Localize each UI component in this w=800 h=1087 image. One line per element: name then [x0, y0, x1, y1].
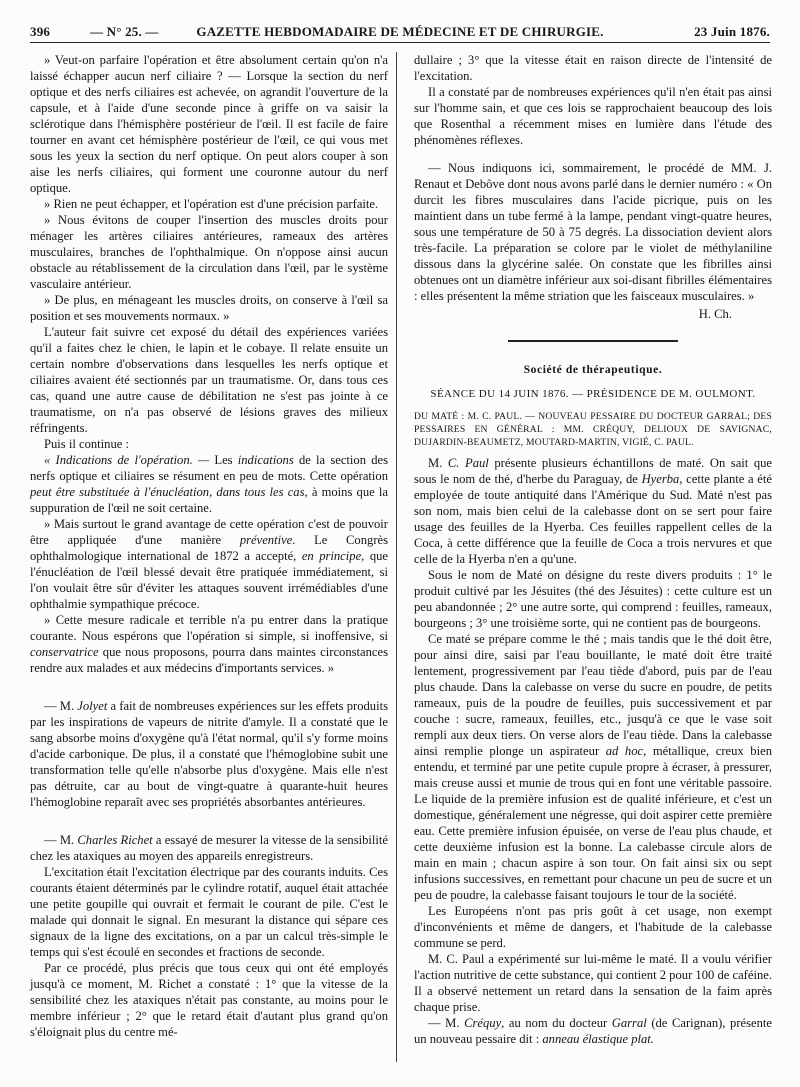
author-signature: H. Ch.: [698, 307, 732, 321]
text: à moins que la suppuration de l'œil ne soit certaine.: [30, 485, 389, 515]
italic-text: peut être substituée à l'énucléation, dans tous les cas,: [30, 485, 308, 499]
text: , métallique, creux bien entendu, et terminé par une petite cupule propre à écraser, à pressurer, mais creuse aussi et munie de trous qui en font une véritable passoire. Le liquide de la première infusion est de qualité inférieure, et c'est un domestique, généralement une négresse, qui doit aspirer cette première eau. Cette première infusion épuisée, on verse de l'eau plus chaude, et cette deuxième infusion est la bonne. La calebasse circule alors de main en main ; chacun aspire à son tour. On fait ainsi six ou sept infusions successives, en remettant pour chacune un peu de sucre et un peu de poudre, la calebasse faisant toujours le tour de la société.: [414, 744, 772, 902]
paragraph: Par ce procédé, plus précis que tous ceux qui ont été employés jusqu'à ce moment, M. Richet a constaté : 1° que la vitesse de la sensibilité chez les ataxiques n'était pas constante, au moins pour le membre inférieur ; 2° que le retard était d'autant plus grand qu'on s'éloignait plus du centre mé-: [30, 961, 388, 1039]
italic-text: en principe: [301, 549, 362, 563]
section-title: Société de thérapeutique.: [523, 364, 663, 376]
page-number: 396: [30, 24, 51, 39]
issue-date: 23 Juin 1876.: [694, 24, 770, 39]
text: , que l'énucléation de l'œil blessé devait être pratiquée immédiatement, si l'on voulait être sûr d'éviter les attaques souvent irrémédiables d'une ophthalmie sympathique précoce.: [30, 549, 388, 611]
text: , cette plante a été employée de toute antiquité dans l'Amérique du Sud. Maté n'est pas son nom, mais bien celui de la calebasse dont on se sert pour faire usage des feuilles de la Hyerba. Ces feuilles rappellent celles de la Coca, à cette différence que la feuille de Coca a trois nervures et que celle de la Hyerba n'en a qu'une.: [414, 472, 772, 566]
italic-text: Créquy: [464, 1016, 502, 1030]
italic-text: conservatrice: [30, 645, 99, 659]
text: — M.: [44, 699, 78, 713]
paragraph: » De plus, en ménageant les muscles droits, on conserve à l'œil sa position et ses mouvements normaux. »: [30, 293, 388, 323]
text: M.: [428, 456, 448, 470]
italic-text: ad hoc: [605, 744, 644, 758]
paragraph: [30, 832, 388, 864]
text: que nous proposons, pourra dans maintes circonstances rendre aux malades et aux médecins d'importants services. »: [30, 645, 388, 675]
italic-text: Jolyet: [77, 699, 108, 713]
text: Les: [209, 453, 238, 467]
paragraph: Les Européens n'ont pas pris goût à cet usage, non exempt d'inconvénients et même de dangers, et l'habitude de la calebasse commune se perd.: [414, 904, 772, 950]
text: a essayé de mesurer la vitesse de la sensibilité chez les ataxiques au moyen des appareils enregistreurs.: [30, 833, 388, 863]
paragraph: Puis il continue :: [44, 437, 130, 451]
column-divider: [396, 52, 397, 1062]
paragraph: » Veut-on parfaire l'opération et être absolument certain qu'on n'a laissé échapper aucun nerf ciliaire ? — Lorsque la section du nerf optique et des nerfs ciliaires est achevée, on agrandit l'ouverture de la capsule, et à l'aide d'une seconde pince à griffe on va saisir la sclérotique dans l'hémisphère postérieur de l'œil. Il est facile de faire tourner en avant cet hémisphère postérieur de l'œil, ce qui vous met sous les yeux la section du nerf optique. On peut alors couper à son aise les nerfs ciliaires, qui forment une couronne autour du nerf optique.: [30, 53, 388, 195]
paragraph: » Nous évitons de couper l'insertion des muscles droits pour ménager les artères ciliaires antérieures, rameaux des artères musculaires, branches de l'ophthalmique. On n'oppose ainsi aucun obstacle au rétablissement de la circulation dans l'œil, par le système vasculaire antérieur.: [30, 213, 388, 291]
italic-text: Charles Richet: [77, 833, 153, 847]
paragraph: dullaire ; 3° que la vitesse était en raison directe de l'intensité de l'excitation.: [414, 53, 772, 83]
italic-text: indications: [237, 453, 294, 467]
paragraph: M. C. Paul a expérimenté sur lui-même le maté. Il a voulu vérifier l'action nutritive de cette substance, qui contient 2 pour 100 de caféine. Il a observé nettement un retard dans la sensation de la faim après chaque prise.: [414, 952, 772, 1014]
italic-text: anneau élastique plat.: [542, 1032, 654, 1046]
text: » Mais surtout le grand avantage de cette opération c'est de pouvoir être appliquée d'une manière: [30, 517, 388, 547]
left-column: [30, 52, 388, 1072]
issue-number: — N° 25. —: [90, 24, 159, 39]
paragraph: [30, 516, 388, 612]
paragraph: [414, 631, 772, 903]
text: — M.: [44, 833, 78, 847]
italic-text: Hyerba: [641, 472, 680, 486]
text: , au nom du docteur: [501, 1016, 612, 1030]
text: Ce maté se prépare comme le thé ; mais tandis que le thé doit être, pour ainsi dire, saisi par l'eau bouillante, le maté doit être traité lentement, progressivement par l'eau tiède d'abord, puis par de l'eau plus chaude. Dans la calebasse on verse du sucre en poudre, de petits rameaux, puis de la poudre de feuilles, puis successivement et par couche : sucre, rameaux, feuilles, etc., jusqu'à ce que le vase soit rempli aux deux tiers. On verse alors de l'eau tiède. Dans la calebasse ainsi remplie plonge un aspirateur: [414, 632, 772, 758]
session-line: SÉANCE DU 14 JUIN 1876. — PRÉSIDENCE DE M. OULMONT.: [430, 388, 756, 400]
italic-text: Garral: [611, 1016, 647, 1030]
session-summary: DU MATÉ : M. C. PAUL. — NOUVEAU PESSAIRE DU DOCTEUR GARRAL; DES PESSAIRES EN GÉNÉRAL : MM. CRÉQUY, DELIOUX DE SAVIGNAC, DUJARDIN-BEAUMETZ, MOUTARD-MARTIN, VIGIÉ, C. PAUL.: [414, 411, 772, 448]
text: . Le Congrès ophthalmologique international de 1872 a accepté,: [30, 533, 389, 563]
paragraph: L'auteur fait suivre cet exposé du détail des expériences variées qu'il a faites chez le chien, le lapin et le cobaye. Il relate ensuite un certain nombre d'observations dans lesquelles les nerfs optique et ciliaires avaient été sectionnés par un traumatisme. Or, dans tous ces cas, quand une autre cause de débilitation ne s'est pas jointe à ce traumatisme, on n'a pas observé de lésions graves des milieux réfringents.: [30, 325, 388, 435]
text: a fait de nombreuses expériences sur les effets produits par les inspirations de vapeurs de nitrite d'amyle. Il a constaté que le sang absorbe moins d'oxygène qu'à l'état normal, qu'il s'y forme moins d'acide carbonique. De plus, il a constaté que l'hémoglobine subit une transformation telle qu'elle n'absorbe plus d'oxygène. Mais elle n'est pas détruite, car au bout de vingt-quatre à quarante-huit heures l'hémoglobine reparaît avec ses propriétés absorbantes antérieures.: [30, 699, 388, 809]
paragraph: — Nous indiquons ici, sommairement, le procédé de MM. J. Renaut et Debôve dont nous avons parlé dans le dernier numéro : « On durcit les fibres musculaires dans l'acide picrique, puis on les maintient dans un tube fermé à la lampe, pendant vingt-quatre heures, sous une température de 50 à 75 degrés. La dissociation devient alors très-facile. La préparation se colore par le violet de méthylaniline dissous dans la glycérine salée. On constate que les fibrilles ainsi obtenues ont un diamètre inférieur aux soi-disant fibrilles élémentaires : elles présentent la même striation que les faisceaux musculaires. »: [414, 161, 772, 303]
italic-text: « Indications de l'opération. —: [44, 453, 210, 467]
journal-title: GAZETTE HEBDOMADAIRE DE MÉDECINE ET DE CHIRURGIE.: [196, 24, 604, 39]
italic-text: C. Paul: [447, 456, 489, 470]
section-rule: [508, 340, 678, 342]
italic-text: préventive: [239, 533, 293, 547]
paragraph: Il a constaté par de nombreuses expériences qu'il n'en était pas ainsi sur l'homme sain, et que ces lois se rapprochaient beaucoup des lois que Rosenthal a récemment mises en lumière dans l'étude des phénomènes réflexes.: [414, 85, 772, 147]
paragraph: [30, 612, 388, 676]
paragraph: » Rien ne peut échapper, et l'opération est d'une précision parfaite.: [44, 197, 379, 211]
text: de la section des nerfs optique et ciliaires se résument en peu de mots. Cette opération: [30, 453, 388, 483]
paragraph: [30, 698, 388, 810]
paragraph: [414, 1015, 772, 1047]
text: présente plusieurs échantillons de maté. On sait que sous le nom de thé, d'herbe du Paraguay, de: [414, 456, 773, 486]
text: (de Carignan), présente un nouveau pessaire dit :: [414, 1016, 772, 1046]
paragraph: [30, 452, 388, 516]
paragraph: Sous le nom de Maté on désigne du reste divers produits : 1° le produit cultivé par les Jésuites (thé des Jésuites) : cette culture est un peu abandonnée ; 2° une autre sorte, qui comprend : feuilles, rameaux, bourgeons ; 3° une troisième sorte, qui ne contient pas de bourgeons.: [414, 568, 772, 630]
text: — M.: [428, 1016, 465, 1030]
text: » Cette mesure radicale et terrible n'a pu entrer dans la pratique courante. Nous espérons que l'opération si simple, si inoffensive, si: [30, 613, 388, 643]
running-header: [30, 22, 770, 43]
paragraph: L'excitation était l'excitation électrique par des courants induits. Ces courants étaient déterminés par le cylindre rotatif, auquel était attachée une petite goupille qui ouvrait et fermait le courant de pile. C'est le malade qui donnait le signal. En mesurant la distance qui sépare ces signaux de la ligne des excitations, on a par un calcul très-simple le temps qui s'est écoulé en secondes et fractions de seconde.: [30, 865, 388, 959]
right-column: [414, 52, 772, 1072]
paragraph: [414, 455, 772, 567]
